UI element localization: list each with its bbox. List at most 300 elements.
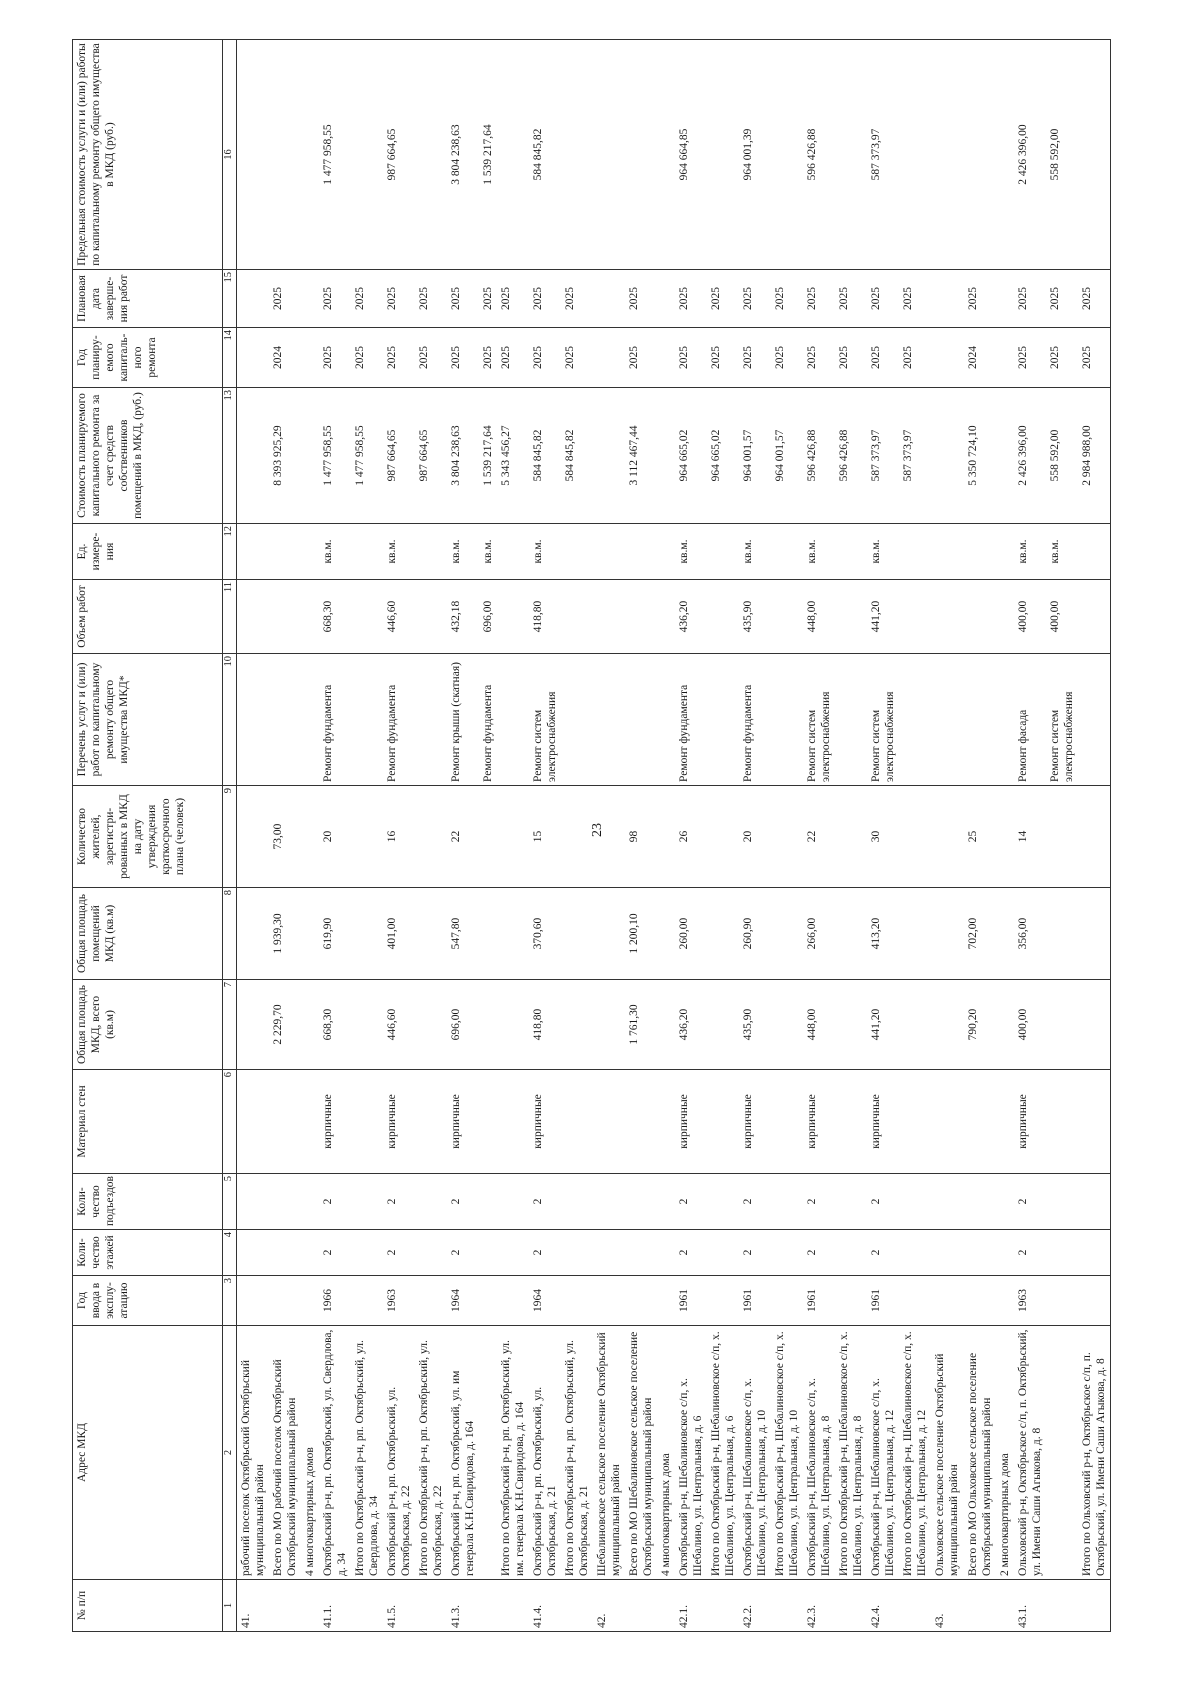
table-cell: Итого по Октябрьский р-н, рп. Октябрьский, ул. Октябрьская, д. 22 bbox=[415, 1326, 447, 1580]
table-cell bbox=[964, 1174, 996, 1230]
table-cell bbox=[996, 1070, 1014, 1174]
table-cell: 25 bbox=[964, 786, 996, 888]
table-cell bbox=[657, 270, 675, 328]
table-cell bbox=[593, 786, 625, 888]
page-number: 23 bbox=[590, 823, 605, 837]
table-cell bbox=[269, 580, 301, 654]
table-cell: 2 229,70 bbox=[269, 980, 301, 1070]
table-cell: 2025 bbox=[1078, 270, 1111, 328]
table-cell bbox=[236, 580, 269, 654]
table-cell: 3 804 238,63 bbox=[447, 40, 479, 270]
table-cell bbox=[351, 1230, 383, 1276]
table-cell: Октябрьский р-н, Шебалиновское с/п, х. Шебалино, ул. Центральная, д. 12 bbox=[867, 1326, 899, 1580]
repair-plan-table bbox=[72, 39, 1111, 1632]
table-cell bbox=[351, 654, 383, 786]
table-cell: 964 665,02 bbox=[707, 388, 739, 524]
column-number: 8 bbox=[223, 888, 237, 980]
table-cell: кв.м. bbox=[1014, 524, 1046, 580]
table-cell: 2025 bbox=[1046, 328, 1078, 388]
table-cell: 2025 bbox=[867, 270, 899, 328]
table-cell bbox=[561, 580, 593, 654]
table-cell bbox=[899, 524, 931, 580]
table-cell: 584 845,82 bbox=[529, 388, 561, 524]
table-cell bbox=[625, 1276, 657, 1326]
table-row bbox=[625, 40, 657, 1632]
table-cell: 42.3. bbox=[803, 1580, 835, 1632]
table-cell bbox=[899, 980, 931, 1070]
table-cell bbox=[931, 654, 963, 786]
table-cell bbox=[657, 1276, 675, 1326]
table-cell: 1 200,10 bbox=[625, 888, 657, 980]
table-cell: 2025 bbox=[739, 270, 771, 328]
table-cell bbox=[479, 1230, 497, 1276]
table-cell: 587 373,97 bbox=[867, 388, 899, 524]
table-row bbox=[529, 40, 561, 1632]
table-cell: 2025 bbox=[803, 270, 835, 328]
table-cell bbox=[593, 1174, 625, 1230]
table-cell: 987 664,65 bbox=[415, 388, 447, 524]
table-cell: 446,60 bbox=[383, 580, 415, 654]
table-cell bbox=[561, 786, 593, 888]
table-cell bbox=[964, 1276, 996, 1326]
column-header: Количество жителей, зарегистри-рованных в МКД на дату утверждения краткосрочного плана (человек) bbox=[73, 786, 223, 888]
column-header: Предельная стоимость услуги и (или) работы по капитальному ремонту общего имущества в МКД (руб.) bbox=[73, 40, 223, 270]
table-cell: кв.м. bbox=[529, 524, 561, 580]
table-cell: 2025 bbox=[383, 328, 415, 388]
table-cell: 2025 bbox=[1014, 328, 1046, 388]
table-cell: 2025 bbox=[739, 328, 771, 388]
table-cell bbox=[835, 580, 867, 654]
table-cell bbox=[1078, 888, 1111, 980]
table-cell: 2025 bbox=[479, 270, 497, 328]
table-cell: 2025 bbox=[1046, 270, 1078, 328]
table-cell bbox=[236, 1070, 269, 1174]
table-cell bbox=[835, 654, 867, 786]
table-cell bbox=[899, 1070, 931, 1174]
table-cell: 1 477 958,55 bbox=[319, 40, 351, 270]
table-cell bbox=[415, 654, 447, 786]
table-cell: 2025 bbox=[415, 328, 447, 388]
table-cell: 2025 bbox=[707, 328, 739, 388]
table-cell: 1963 bbox=[383, 1276, 415, 1326]
table-cell: 1961 bbox=[803, 1276, 835, 1326]
table-cell bbox=[479, 1326, 497, 1580]
table-cell bbox=[771, 40, 803, 270]
table-cell bbox=[593, 328, 625, 388]
table-cell: 2 bbox=[383, 1230, 415, 1276]
table-cell bbox=[236, 1276, 269, 1326]
table-cell: 42.4. bbox=[867, 1580, 899, 1632]
table-cell bbox=[657, 1230, 675, 1276]
table-cell bbox=[497, 654, 529, 786]
table-cell bbox=[707, 40, 739, 270]
table-cell: 1 539 217,64 bbox=[479, 40, 497, 270]
table-cell: кв.м. bbox=[383, 524, 415, 580]
table-cell bbox=[771, 1580, 803, 1632]
table-cell: 418,80 bbox=[529, 580, 561, 654]
table-cell bbox=[1046, 1174, 1078, 1230]
table-cell: 2025 bbox=[561, 270, 593, 328]
table-cell bbox=[899, 888, 931, 980]
table-cell: 1 539 217,64 bbox=[479, 388, 497, 524]
column-header: Год планиру-емого капиталь-ного ремонта bbox=[73, 328, 223, 388]
table-cell: 1961 bbox=[675, 1276, 707, 1326]
table-row bbox=[1078, 40, 1111, 1632]
table-cell bbox=[931, 328, 963, 388]
table-cell: 41.1. bbox=[319, 1580, 351, 1632]
table-cell: 587 373,97 bbox=[899, 388, 931, 524]
table-cell: 987 664,65 bbox=[383, 40, 415, 270]
table-cell: 964 001,39 bbox=[739, 40, 771, 270]
table-cell bbox=[657, 1174, 675, 1230]
table-cell bbox=[1078, 786, 1111, 888]
table-cell bbox=[835, 1070, 867, 1174]
table-cell bbox=[931, 980, 963, 1070]
table-cell: Шебалиновское сельское поселение Октябрьский муниципальный район bbox=[593, 1326, 625, 1580]
column-number: 15 bbox=[223, 270, 237, 328]
table-cell: 596 426,88 bbox=[803, 40, 835, 270]
table-row bbox=[803, 40, 835, 1632]
table-cell: 2025 bbox=[561, 328, 593, 388]
table-cell bbox=[657, 1580, 675, 1632]
table-cell bbox=[236, 40, 269, 270]
table-cell: 73,00 bbox=[269, 786, 301, 888]
table-cell bbox=[269, 1174, 301, 1230]
table-cell: Ремонт систем электроснабжения bbox=[803, 654, 835, 786]
table-cell bbox=[479, 888, 497, 980]
table-cell bbox=[996, 40, 1014, 270]
table-cell: 2 426 396,00 bbox=[1014, 388, 1046, 524]
table-cell: Октябрьский р-н, рп. Октябрьский, ул. Октябрьская, д. 22 bbox=[383, 1326, 415, 1580]
table-cell bbox=[996, 786, 1014, 888]
table-cell bbox=[301, 1070, 319, 1174]
table-cell: 2025 bbox=[867, 328, 899, 388]
table-cell: 964 001,57 bbox=[739, 388, 771, 524]
table-cell bbox=[1078, 1580, 1111, 1632]
table-cell bbox=[269, 654, 301, 786]
table-cell bbox=[561, 1230, 593, 1276]
table-row bbox=[739, 40, 771, 1632]
table-cell: 400,00 bbox=[1014, 580, 1046, 654]
table-cell: 260,90 bbox=[739, 888, 771, 980]
table-cell bbox=[1078, 40, 1111, 270]
table-cell: 2 bbox=[383, 1174, 415, 1230]
column-header: Общая площадь помещений МКД (кв.м) bbox=[73, 888, 223, 980]
table-cell: 41.3. bbox=[447, 1580, 479, 1632]
table-cell: 790,20 bbox=[964, 980, 996, 1070]
table-cell bbox=[931, 1230, 963, 1276]
table-cell: 413,20 bbox=[867, 888, 899, 980]
table-cell bbox=[269, 1276, 301, 1326]
table-cell: 668,30 bbox=[319, 980, 351, 1070]
table-row bbox=[497, 40, 529, 1632]
table-cell: 401,00 bbox=[383, 888, 415, 980]
table-cell: 2 bbox=[529, 1230, 561, 1276]
table-cell bbox=[964, 1230, 996, 1276]
column-header: Год ввода в эксплу-атацию bbox=[73, 1276, 223, 1326]
table-cell bbox=[301, 1276, 319, 1326]
table-cell: 2025 bbox=[351, 328, 383, 388]
table-cell: 3 112 467,44 bbox=[625, 388, 657, 524]
table-cell: 2 bbox=[867, 1174, 899, 1230]
header-row bbox=[73, 40, 223, 1632]
table-cell: 1 761,30 bbox=[625, 980, 657, 1070]
table-cell: 435,90 bbox=[739, 580, 771, 654]
table-cell bbox=[625, 40, 657, 270]
table-cell bbox=[593, 1230, 625, 1276]
table-cell bbox=[497, 580, 529, 654]
table-cell: 4 многоквартирных дома bbox=[657, 1326, 675, 1580]
table-cell bbox=[899, 1580, 931, 1632]
table-cell bbox=[771, 654, 803, 786]
table-cell bbox=[301, 580, 319, 654]
table-cell: 2025 bbox=[707, 270, 739, 328]
table-cell: кв.м. bbox=[447, 524, 479, 580]
table-cell: 30 bbox=[867, 786, 899, 888]
table-cell: 596 426,88 bbox=[803, 388, 835, 524]
table-cell bbox=[593, 40, 625, 270]
table-cell bbox=[1046, 1070, 1078, 1174]
table-cell bbox=[657, 888, 675, 980]
table-cell: Ремонт систем электроснабжения bbox=[529, 654, 561, 786]
table-cell bbox=[301, 888, 319, 980]
table-cell: 2024 bbox=[269, 328, 301, 388]
table-cell bbox=[561, 1580, 593, 1632]
column-header: № п/п bbox=[73, 1580, 223, 1632]
table-cell bbox=[236, 888, 269, 980]
table-cell bbox=[899, 1174, 931, 1230]
table-cell bbox=[593, 654, 625, 786]
column-header: Ед. измере-ния bbox=[73, 524, 223, 580]
table-row bbox=[707, 40, 739, 1632]
table-cell bbox=[931, 580, 963, 654]
column-header: Объем работ bbox=[73, 580, 223, 654]
table-cell bbox=[236, 388, 269, 524]
table-cell: 2 bbox=[739, 1174, 771, 1230]
table-cell: 2025 bbox=[1078, 328, 1111, 388]
table-cell bbox=[707, 980, 739, 1070]
table-cell bbox=[996, 1276, 1014, 1326]
table-cell bbox=[771, 980, 803, 1070]
table-cell: 964 001,57 bbox=[771, 388, 803, 524]
table-cell: 1966 bbox=[319, 1276, 351, 1326]
table-cell bbox=[771, 1276, 803, 1326]
table-cell bbox=[707, 654, 739, 786]
table-cell bbox=[479, 1580, 497, 1632]
table-cell: Ремонт фундамента bbox=[675, 654, 707, 786]
table-cell: 987 664,65 bbox=[383, 388, 415, 524]
table-cell: 2025 bbox=[497, 328, 529, 388]
table-cell: 432,18 bbox=[447, 580, 479, 654]
table-row bbox=[931, 40, 963, 1632]
table-cell: Ольховское сельское поселение Октябрьский муниципальный район bbox=[931, 1326, 963, 1580]
table-cell: 20 bbox=[739, 786, 771, 888]
table-cell: кирпичные bbox=[867, 1070, 899, 1174]
table-cell bbox=[479, 1174, 497, 1230]
table-row bbox=[593, 40, 625, 1632]
table-cell bbox=[561, 1276, 593, 1326]
table-cell: 1961 bbox=[867, 1276, 899, 1326]
table-cell: 2 984 988,00 bbox=[1078, 388, 1111, 524]
table-cell bbox=[1078, 524, 1111, 580]
table-cell bbox=[301, 524, 319, 580]
table-cell bbox=[964, 580, 996, 654]
table-cell: 596 426,88 bbox=[835, 388, 867, 524]
table-cell bbox=[301, 1580, 319, 1632]
table-header bbox=[73, 40, 237, 1632]
table-cell bbox=[236, 1174, 269, 1230]
table-row bbox=[319, 40, 351, 1632]
table-cell bbox=[415, 888, 447, 980]
table-cell: 400,00 bbox=[1046, 580, 1078, 654]
table-cell bbox=[351, 580, 383, 654]
table-cell bbox=[236, 654, 269, 786]
table-cell bbox=[931, 888, 963, 980]
table-cell: Итого по Октябрьский р-н, Шебалиновское с/п, х. Шебалино, ул. Центральная, д. 6 bbox=[707, 1326, 739, 1580]
table-cell bbox=[1078, 1070, 1111, 1174]
table-cell bbox=[236, 270, 269, 328]
column-number: 5 bbox=[223, 1174, 237, 1230]
table-cell: 8 393 925,29 bbox=[269, 388, 301, 524]
table-cell bbox=[301, 980, 319, 1070]
table-cell bbox=[835, 1174, 867, 1230]
table-cell bbox=[657, 980, 675, 1070]
table-cell: 98 bbox=[625, 786, 657, 888]
table-cell bbox=[415, 580, 447, 654]
table-cell bbox=[657, 786, 675, 888]
table-cell: 1964 bbox=[529, 1276, 561, 1326]
table-cell: 400,00 bbox=[1014, 980, 1046, 1070]
table-cell bbox=[351, 524, 383, 580]
table-cell bbox=[931, 40, 963, 270]
table-cell: 3 804 238,63 bbox=[447, 388, 479, 524]
table-cell bbox=[593, 524, 625, 580]
table-cell bbox=[561, 654, 593, 786]
table-cell bbox=[771, 580, 803, 654]
table-cell bbox=[771, 1230, 803, 1276]
table-cell bbox=[497, 786, 529, 888]
table-cell bbox=[1078, 580, 1111, 654]
table-cell: 436,20 bbox=[675, 580, 707, 654]
table-cell bbox=[899, 1230, 931, 1276]
table-cell bbox=[236, 524, 269, 580]
table-cell: 441,20 bbox=[867, 580, 899, 654]
table-cell bbox=[625, 524, 657, 580]
column-number: 12 bbox=[223, 524, 237, 580]
table-cell: 15 bbox=[529, 786, 561, 888]
table-cell bbox=[301, 786, 319, 888]
table-cell: 43. bbox=[931, 1580, 963, 1632]
table-cell bbox=[835, 1580, 867, 1632]
table-cell bbox=[771, 1174, 803, 1230]
table-cell: Всего по МО рабочий поселок Октябрьский Октябрьский муниципальный район bbox=[269, 1326, 301, 1580]
table-cell bbox=[931, 388, 963, 524]
table-cell: 448,00 bbox=[803, 580, 835, 654]
table-cell: 619,90 bbox=[319, 888, 351, 980]
table-cell: кирпичные bbox=[529, 1070, 561, 1174]
table-cell bbox=[593, 1070, 625, 1174]
table-cell bbox=[236, 328, 269, 388]
table-cell: 964 664,85 bbox=[675, 40, 707, 270]
table-cell: 2 bbox=[1014, 1174, 1046, 1230]
table-cell: 26 bbox=[675, 786, 707, 888]
table-row bbox=[771, 40, 803, 1632]
table-cell: 702,00 bbox=[964, 888, 996, 980]
table-cell bbox=[301, 40, 319, 270]
table-cell bbox=[561, 888, 593, 980]
table-cell: 2025 bbox=[899, 328, 931, 388]
table-cell bbox=[497, 980, 529, 1070]
table-cell bbox=[625, 1580, 657, 1632]
table-cell bbox=[351, 1580, 383, 1632]
table-cell: 356,00 bbox=[1014, 888, 1046, 980]
table-cell bbox=[479, 1070, 497, 1174]
table-cell: 1 939,30 bbox=[269, 888, 301, 980]
table-cell bbox=[1046, 786, 1078, 888]
table-cell: 2024 bbox=[964, 328, 996, 388]
table-cell bbox=[415, 980, 447, 1070]
table-cell bbox=[707, 888, 739, 980]
column-header: Адрес МКД bbox=[73, 1326, 223, 1580]
table-cell bbox=[964, 1580, 996, 1632]
table-cell bbox=[561, 1070, 593, 1174]
table-cell bbox=[1046, 888, 1078, 980]
table-cell: кирпичные bbox=[675, 1070, 707, 1174]
table-cell bbox=[899, 654, 931, 786]
table-cell bbox=[479, 980, 497, 1070]
table-row bbox=[236, 40, 269, 1632]
table-cell: 2025 bbox=[351, 270, 383, 328]
table-cell: кирпичные bbox=[319, 1070, 351, 1174]
table-cell: 2 426 396,00 bbox=[1014, 40, 1046, 270]
table-cell: 2025 bbox=[625, 270, 657, 328]
table-cell: 2025 bbox=[447, 270, 479, 328]
table-cell bbox=[707, 1230, 739, 1276]
table-cell: Итого по Октябрьский р-н, рп. Октябрьский, ул. Свердлова, д. 34 bbox=[351, 1326, 383, 1580]
table-row bbox=[447, 40, 479, 1632]
table-cell bbox=[301, 328, 319, 388]
table-cell bbox=[415, 40, 447, 270]
table-cell bbox=[625, 580, 657, 654]
table-cell: 2 bbox=[319, 1174, 351, 1230]
table-cell bbox=[996, 1580, 1014, 1632]
table-cell bbox=[835, 1276, 867, 1326]
table-cell bbox=[625, 1174, 657, 1230]
table-cell bbox=[657, 580, 675, 654]
table-cell: 448,00 bbox=[803, 980, 835, 1070]
table-cell bbox=[899, 1276, 931, 1326]
table-cell bbox=[593, 388, 625, 524]
table-cell bbox=[593, 1276, 625, 1326]
table-cell: 1 477 958,55 bbox=[319, 388, 351, 524]
table-cell: 964 665,02 bbox=[675, 388, 707, 524]
table-cell: 2025 bbox=[625, 328, 657, 388]
table-cell: 2 bbox=[1014, 1230, 1046, 1276]
column-number: 6 bbox=[223, 1070, 237, 1174]
table-cell bbox=[707, 1276, 739, 1326]
table-row bbox=[964, 40, 996, 1632]
column-number: 11 bbox=[223, 580, 237, 654]
table-cell bbox=[269, 524, 301, 580]
table-cell bbox=[351, 786, 383, 888]
table-cell: кирпичные bbox=[803, 1070, 835, 1174]
table-cell: 558 592,00 bbox=[1046, 40, 1078, 270]
table-cell bbox=[707, 524, 739, 580]
table-cell: 696,00 bbox=[479, 580, 497, 654]
table-cell: 2025 bbox=[529, 270, 561, 328]
column-number: 4 bbox=[223, 1230, 237, 1276]
table-cell: 2025 bbox=[415, 270, 447, 328]
